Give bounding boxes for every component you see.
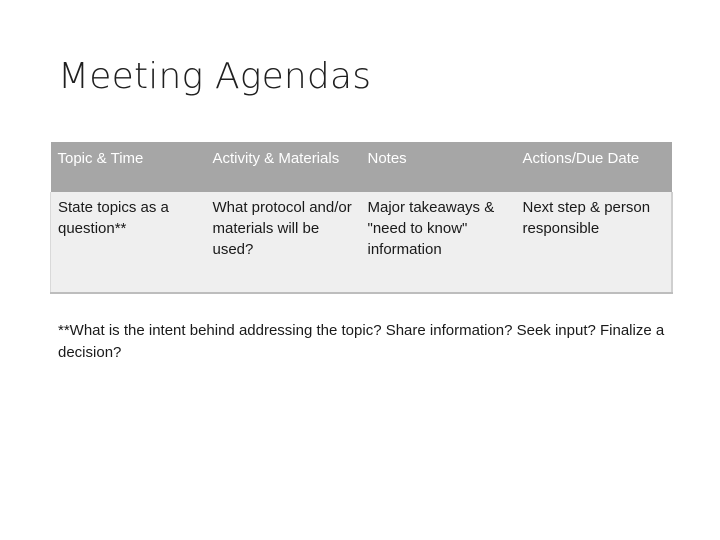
table-header-row (51, 142, 672, 192)
cell-actions: Next step & person responsible (516, 192, 672, 293)
header-notes: Notes (361, 142, 516, 192)
header-topic-time: Topic & Time (51, 142, 206, 192)
cell-notes: Major takeaways & "need to know" information (361, 192, 516, 293)
table-row (51, 192, 672, 293)
header-actions-due-date: Actions/Due Date (516, 142, 672, 192)
cell-topic: State topics as a question** (51, 192, 206, 293)
footnote: **What is the intent behind addressing the topic? Share information? Seek input? Finalize a decision? (58, 322, 665, 361)
header-activity-materials: Activity & Materials (206, 142, 361, 192)
agenda-table (50, 142, 673, 294)
cell-activity: What protocol and/or materials will be used? (206, 192, 361, 293)
slide-title: Meeting Agendas (58, 56, 372, 97)
